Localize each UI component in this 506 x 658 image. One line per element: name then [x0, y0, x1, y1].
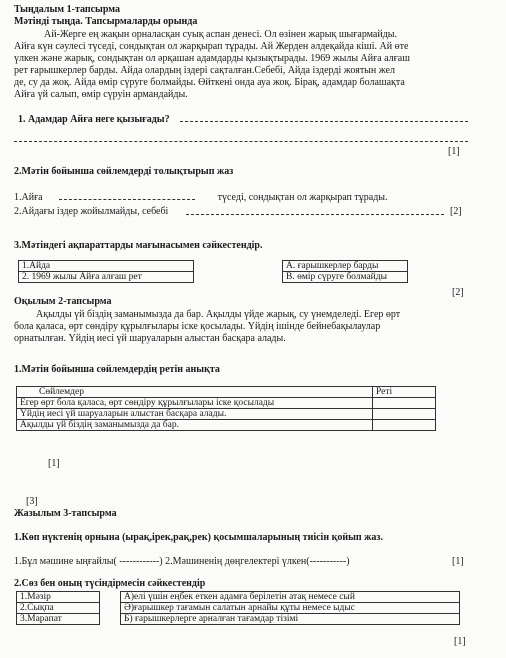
score-label: [3] — [26, 496, 38, 507]
table-cell: 3.Марапат — [17, 614, 100, 625]
table-header-row — [17, 387, 436, 398]
task2-line1-end: түседі, сондықтан ол жарқырап тұрады. — [217, 192, 388, 203]
definition-table — [16, 591, 460, 625]
table-cell: 2. 1969 жылы Айға алғаш рет — [19, 272, 194, 283]
text-line: үлкен және жарық, сондықтан ол әрқашан адамдарды қызықтырады. 1969 жылы Айға алғаш — [14, 53, 410, 64]
order-input-cell[interactable] — [373, 420, 436, 431]
table-cell: А)елі үшін еңбек еткен адамға берілетін атақ немесе сый — [121, 592, 460, 603]
text-line: Айға үй салып, өмір сүруін армандайды. — [14, 89, 188, 100]
section3-task1-line: 1.Бұл мәшине ыңғайлы( ------------) 2.Мәшиненің дөңгелектері үлкен(-----------) — [14, 556, 350, 567]
table-row — [17, 398, 436, 409]
table-spacer — [194, 272, 283, 283]
task2-line2-text: 2.Айдағы іздер жойылмайды, себебі — [14, 206, 169, 217]
section1-subtitle: Мәтінді тыңда. Тапсырмаларды орында — [14, 16, 198, 27]
section2-task-title: 1.Мәтін бойынша сөйлемдердің ретін анықта — [14, 364, 220, 375]
task2-line1-start: 1.Айға — [14, 192, 43, 203]
score-label: [1] — [448, 146, 460, 157]
table-cell: 1.Мәзір — [17, 592, 100, 603]
table-spacer — [100, 603, 121, 614]
table-spacer — [194, 261, 283, 272]
table-header: Реті — [373, 387, 436, 398]
table-cell: А. ғарышкерлер барды — [283, 261, 408, 272]
table-cell: 1.Айда — [19, 261, 194, 272]
score-label: [2] — [450, 206, 462, 217]
task2-title: 2.Мәтін бойынша сөйлемдерді толықтырып жаз — [14, 166, 234, 177]
table-row — [17, 420, 436, 431]
table-cell: Үйдің иесі үй шаруаларын алыстан басқара алады. — [17, 409, 373, 420]
order-input-cell[interactable] — [373, 398, 436, 409]
section3-task1-title: 1.Көп нүктенің орнына (ырақ,ірек,рақ,рек) қосымшаларының тиісін қойып жаз. — [14, 532, 383, 543]
section3-task2-title: 2.Сөз бен оның түсіндірмесін сәйкестендір — [14, 578, 206, 589]
answer-line[interactable] — [180, 121, 468, 122]
score-label: [2] — [452, 287, 464, 298]
text-line: де, су да жоқ. Айда өмір сүруге болмайды. Өйткені онда ауа жоқ. Бірақ, адамдар болашақта — [14, 77, 405, 88]
section1-title: Тыңдалым 1-тапсырма — [14, 4, 121, 15]
table-cell: Б) ғарышкерлерге арналған тағамдар тізімі — [121, 614, 460, 625]
text-line: орнатылған. Үйдің иесі үй шаруаларын алыстан басқара алады. — [14, 333, 286, 344]
table-row — [17, 409, 436, 420]
table-row — [17, 614, 460, 625]
blank-field[interactable] — [59, 199, 195, 200]
table-cell: В. өмір сүруге болмайды — [283, 272, 408, 283]
question-1: 1. Адамдар Айға неге қызығады? — [18, 114, 170, 125]
table-cell: Егер өрт бола қаласа, өрт сөндіру құрылғылары іске қосылады — [17, 398, 373, 409]
score-label: [1] — [454, 636, 466, 647]
task2-line1 — [14, 192, 388, 204]
match-table — [18, 260, 408, 283]
table-row — [19, 261, 408, 272]
table-row — [17, 603, 460, 614]
table-row — [17, 592, 460, 603]
task2-line2 — [14, 206, 168, 218]
order-table — [16, 386, 436, 431]
table-cell: Ә)ғарышкер тағамын салатын арнайы құты немесе ыдыс — [121, 603, 460, 614]
order-input-cell[interactable] — [373, 409, 436, 420]
answer-line[interactable] — [186, 214, 444, 215]
table-cell: Ақылды үй біздің заманымызда да бар. — [17, 420, 373, 431]
table-spacer — [100, 614, 121, 625]
text-line: Ай-Жерге ең жақын орналасқан суық аспан денесі. Ол өзінен жарық шығармайды. — [44, 29, 398, 40]
section1-text — [14, 29, 470, 101]
task3-title: 3.Мәтіндегі ақпараттарды мағынасымен сәйкестендір. — [14, 240, 263, 251]
section3-title: Жазылым 3-тапсырма — [14, 508, 117, 519]
text-line: рет ғарышкерлер барды. Айда олардың іздері сақталған.Себебі, Айда іздерді жоятын жел — [14, 65, 395, 76]
score-label: [1] — [452, 556, 464, 567]
section2-title: Оқылым 2-тапсырма — [14, 296, 112, 307]
text-line: Ақылды үй біздің заманымызда да бар. Ақылды үйде жарық, су үнемделеді. Егер өрт — [36, 309, 401, 320]
table-header: Сөйлемдер — [17, 387, 373, 398]
text-line: бола қаласа, өрт сөндіру құрылғылары іске қосылады. Үйдің ішінде бейнебақылаулар — [14, 321, 381, 332]
section2-text — [14, 309, 470, 345]
table-row — [19, 272, 408, 283]
table-spacer — [100, 592, 121, 603]
table-cell: 2.Сықпа — [17, 603, 100, 614]
score-label: [1] — [48, 458, 60, 469]
answer-line[interactable] — [14, 141, 468, 142]
text-line: Айға күн сәулесі түседі, сондықтан ол жарқырап тұрады. Ай Жерден әлдеқайда кіші. Ай өте — [14, 41, 409, 52]
